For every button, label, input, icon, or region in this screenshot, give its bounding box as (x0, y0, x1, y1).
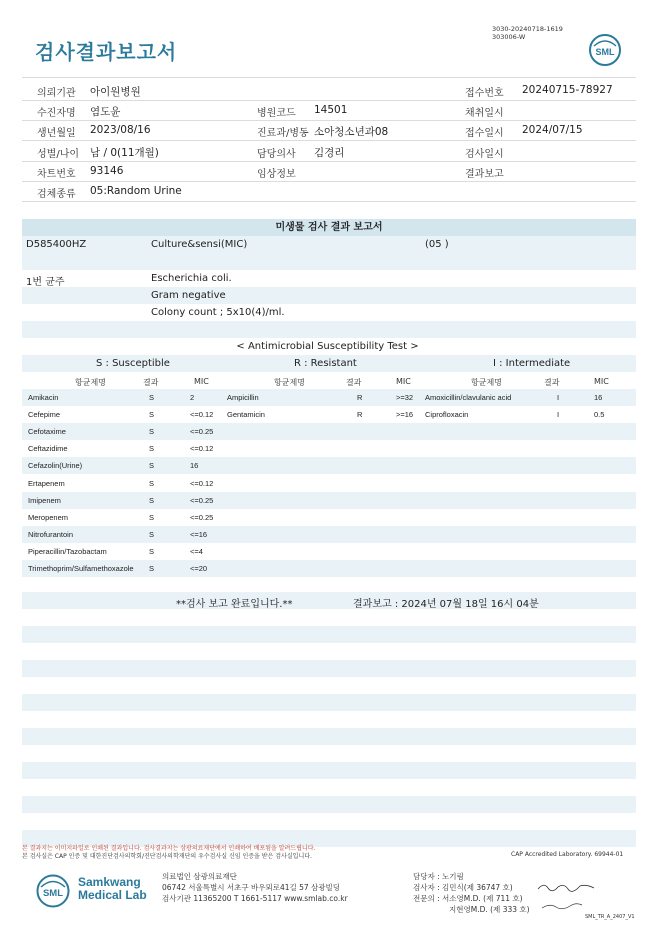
ast-drug: Imipenem (28, 495, 61, 505)
table-row-band (22, 526, 636, 543)
header-label: 수진자명 (37, 108, 76, 119)
band-row (22, 796, 636, 813)
column-header-drug: 항균제명 (274, 378, 305, 387)
header-label: 결과보고 (465, 169, 504, 180)
table-row-band (22, 389, 636, 406)
band-row (22, 762, 636, 779)
ast-result: S (149, 410, 155, 420)
header-label: 검사일시 (465, 149, 504, 160)
document-id: 3030-20240718-1619 303006-W (492, 25, 563, 41)
header-value: 14501 (314, 104, 348, 116)
header-value: 아이원병원 (90, 86, 141, 98)
form-code: SML_TR_A_2407_V1 (585, 914, 635, 920)
header-label: 생년월일 (37, 128, 76, 139)
table-row-band (22, 423, 636, 440)
brand-name: Samkwang Medical Lab (78, 875, 147, 902)
header-row-divider (22, 181, 636, 182)
header-value: 소아청소년과08 (314, 126, 389, 138)
ast-result: I (557, 410, 560, 420)
ast-result: I (557, 393, 560, 402)
ast-mic: 2 (190, 393, 195, 402)
ast-mic: 16 (190, 461, 199, 471)
ast-result: S (149, 461, 155, 471)
ast-mic: <=16 (190, 529, 208, 539)
ast-drug: Ertapenem (28, 478, 65, 488)
ast-result: S (149, 393, 155, 402)
header-row-divider (22, 100, 636, 101)
column-header-mic: MIC (594, 377, 609, 386)
gram-stain: Gram negative (151, 290, 226, 301)
legend-susceptible: S : Susceptible (96, 358, 170, 369)
ast-mic: <=4 (190, 546, 203, 556)
ast-result: S (149, 427, 155, 437)
band-row (22, 626, 636, 643)
column-header-drug: 항균제명 (471, 378, 502, 387)
column-header-mic: MIC (396, 377, 411, 386)
table-row-band (22, 457, 636, 474)
ast-drug: Meropenem (28, 512, 69, 522)
legend-intermediate: I : Intermediate (493, 358, 571, 369)
ast-drug: Cefotaxime (28, 427, 66, 437)
header-label: 접수번호 (465, 88, 504, 99)
ast-drug: Gentamicin (227, 410, 265, 420)
header-label: 병원코드 (257, 108, 296, 119)
ast-title: < Antimicrobial Susceptibility Test > (236, 341, 419, 352)
ast-drug: Ciprofloxacin (425, 410, 469, 420)
staff-info: 담당자 : 노기림 검사자 : 김민식(제 36747 호) 전문의 : 서소영M.D. (제 711 호) 지현영M.D. (제 333 호) (413, 872, 530, 914)
ast-mic: <=0.12 (190, 410, 214, 420)
header-label: 임상정보 (257, 169, 296, 180)
header-value: 염도윤 (90, 106, 121, 118)
header-label: 진료과/병동 (257, 128, 309, 139)
organism-label: 1번 균주 (26, 277, 65, 288)
ast-mic: <=0.25 (190, 427, 214, 437)
ast-mic: >=16 (396, 410, 414, 420)
ast-result: S (149, 546, 155, 556)
table-row-band (22, 492, 636, 509)
ast-drug: Amikacin (28, 393, 59, 402)
column-header-mic: MIC (194, 377, 209, 386)
header-label: 차트번호 (37, 169, 76, 180)
signature-image-2 (540, 897, 584, 909)
ast-mic: <=0.12 (190, 478, 214, 488)
ast-mic: 16 (594, 393, 603, 402)
header-value: 05:Random Urine (90, 185, 182, 197)
header-label: 접수일시 (465, 128, 504, 139)
svg-text:SML: SML (42, 888, 64, 899)
header-value: 2024/07/15 (522, 124, 583, 136)
ast-drug: Piperacillin/Tazobactam (28, 546, 107, 556)
header-row-divider (22, 201, 636, 202)
ast-drug: Trimethoprim/Sulfamethoxazole (28, 564, 134, 573)
ast-mic: <=0.25 (190, 495, 214, 505)
header-value: 93146 (90, 165, 124, 177)
header-row-divider (22, 140, 636, 141)
colony-count: Colony count ; 5x10(4)/ml. (151, 307, 285, 318)
ast-drug: Cefazolin(Urine) (28, 461, 83, 471)
header-divider (22, 77, 636, 78)
ast-drug: Ceftazidime (28, 444, 68, 454)
column-header-result: 결과 (346, 378, 362, 387)
ast-result: S (149, 564, 155, 573)
ast-drug: Cefepime (28, 410, 61, 420)
band-row (22, 728, 636, 745)
ast-result: S (149, 495, 155, 505)
ast-result: S (149, 512, 155, 522)
test-code: D585400HZ (26, 239, 87, 250)
section-title: 미생물 검사 결과 보고서 (275, 222, 383, 233)
ast-result: S (149, 478, 155, 488)
header-label: 담당의사 (257, 149, 296, 160)
band-row (22, 253, 636, 270)
header-label: 채취일시 (465, 108, 504, 119)
ast-mic: 0.5 (594, 410, 605, 420)
report-time: 결과보고 : 2024년 07월 18일 16시 04분 (353, 599, 539, 610)
completion-message: **검사 보고 완료입니다.** (176, 599, 293, 610)
sml-footer-logo (36, 874, 70, 908)
band-row (22, 236, 636, 253)
header-label: 의뢰기관 (37, 88, 76, 99)
page-title: 검사결과보고서 (35, 40, 178, 64)
ast-mic: <=0.25 (190, 512, 214, 522)
organization-info: 의료법인 삼광의료재단 06742 서울특별시 서초구 바우뫼로41길 57 삼광빌딩 검사기관 11365200 T 1661-5117 www.smlab.co.kr (162, 872, 348, 903)
cert-notice: 본 검사실은 CAP 인증 및 대한진단검사의학회/진단검사의학재단의 우수검사실 신임 인증을 받은 검사실입니다. (22, 853, 312, 860)
column-header-result: 결과 (143, 378, 159, 387)
ast-mic: <=20 (190, 564, 208, 573)
header-row-divider (22, 161, 636, 162)
legend-resistant: R : Resistant (294, 358, 357, 369)
band-row (22, 592, 636, 609)
column-header-drug: 항균제명 (75, 378, 106, 387)
cap-accreditation: CAP Accredited Laboratory. 69944-01 (511, 851, 624, 858)
header-label: 성별/나이 (37, 149, 80, 160)
ast-result: S (149, 529, 155, 539)
organism-name: Escherichia coli. (151, 273, 232, 284)
header-value: 2023/08/16 (90, 124, 151, 136)
test-name: Culture&sensi(MIC) (151, 239, 248, 250)
band-row (22, 660, 636, 677)
band-row (22, 321, 636, 338)
test-number: (05 ) (425, 239, 449, 250)
sml-logo (589, 34, 621, 66)
band-row (22, 694, 636, 711)
header-value: 김경리 (314, 147, 345, 159)
print-notice: 본 결과지는 이미지파일로 인쇄된 결과입니다. 검사결과지는 삼광의료재단에서 인쇄하여 배포됨을 알려드립니다. (22, 845, 316, 852)
ast-result: R (357, 393, 363, 402)
ast-drug: Nitrofurantoin (28, 529, 74, 539)
header-label: 검체종류 (37, 189, 76, 200)
svg-text:SML: SML (595, 47, 615, 57)
ast-result: R (357, 410, 363, 420)
ast-mic: >=32 (396, 393, 414, 402)
ast-drug: Ampicillin (227, 393, 259, 402)
column-header-result: 결과 (544, 378, 560, 387)
ast-mic: <=0.12 (190, 444, 214, 454)
signature-image (536, 879, 596, 893)
band-row (22, 287, 636, 304)
header-row-divider (22, 120, 636, 121)
header-value: 20240715-78927 (522, 84, 613, 96)
ast-result: S (149, 444, 155, 454)
header-value: 남 / 0(11개월) (90, 147, 159, 159)
ast-drug: Amoxicillin/clavulanic acid (425, 393, 512, 402)
